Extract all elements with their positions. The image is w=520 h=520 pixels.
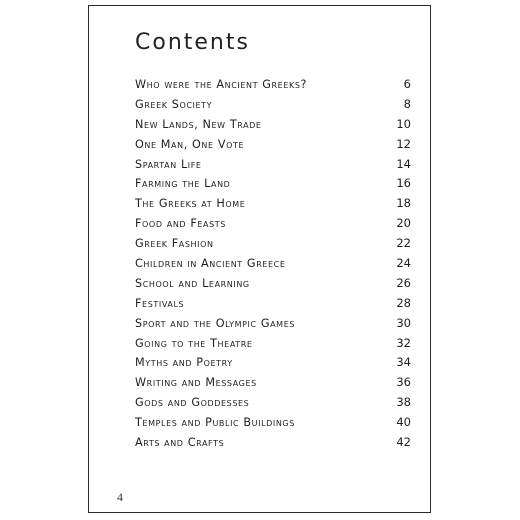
page-title: Contents [135, 30, 250, 55]
toc-entry[interactable] [135, 115, 411, 135]
toc-entry-page-number: 30 [396, 315, 411, 330]
toc-entry[interactable] [135, 95, 411, 115]
toc-entry-title: Temples and Public Buildings [135, 416, 295, 430]
toc-entry-title: Food and Feasts [135, 217, 226, 231]
toc-entry-title: New Lands, New Trade [135, 117, 262, 131]
toc-entry-page-number: 22 [396, 236, 411, 251]
toc-entry-page-number: 16 [396, 176, 411, 191]
toc-entry[interactable] [135, 234, 411, 254]
toc-entry[interactable] [135, 75, 411, 95]
toc-entry-title: Greek Fashion [135, 237, 214, 251]
toc-entry[interactable] [135, 294, 411, 314]
toc-entry-page-number: 14 [396, 156, 411, 171]
toc-entry-page-number: 10 [396, 116, 411, 131]
toc-entry-page-number: 40 [396, 415, 411, 430]
toc-entry-title: School and Learning [135, 276, 250, 290]
toc-entry-page-number: 20 [396, 216, 411, 231]
toc-entry-title: Myths and Poetry [135, 356, 233, 370]
toc-entry-title: The Greeks at Home [135, 197, 246, 211]
toc-entry[interactable] [135, 135, 411, 155]
toc-entry[interactable] [135, 254, 411, 274]
toc-entry-page-number: 28 [396, 295, 411, 310]
toc-entry-title: Spartan Life [135, 157, 202, 171]
toc-entry[interactable] [135, 373, 411, 393]
toc-entry-page-number: 26 [396, 275, 411, 290]
toc-entry-title: Farming the Land [135, 177, 231, 191]
toc-entry-title: One Man, One Vote [135, 137, 245, 151]
toc-entry[interactable] [135, 433, 411, 453]
toc-entry-page-number: 42 [396, 435, 411, 450]
toc-entry[interactable] [135, 334, 411, 354]
table-of-contents [135, 75, 411, 453]
toc-entry-title: Going to the Theatre [135, 336, 253, 350]
toc-entry[interactable] [135, 314, 411, 334]
toc-entry-page-number: 32 [396, 335, 411, 350]
toc-entry[interactable] [135, 353, 411, 373]
toc-entry-title: Children in Ancient Greece [135, 257, 286, 271]
toc-entry-page-number: 24 [396, 256, 411, 271]
toc-entry[interactable] [135, 274, 411, 294]
toc-entry-page-number: 18 [396, 196, 411, 211]
toc-entry[interactable] [135, 413, 411, 433]
toc-entry[interactable] [135, 155, 411, 175]
toc-entry-title: Writing and Messages [135, 376, 257, 390]
toc-entry-page-number: 12 [396, 136, 411, 151]
book-page [88, 5, 431, 513]
toc-entry-page-number: 38 [396, 395, 411, 410]
toc-entry-page-number: 6 [403, 77, 411, 91]
toc-entry-title: Sport and the Olympic Games [135, 316, 296, 330]
toc-entry-page-number: 8 [403, 96, 411, 111]
toc-entry[interactable] [135, 174, 411, 194]
toc-entry-title: Gods and Goddesses [135, 396, 250, 410]
page-number: 4 [117, 490, 123, 504]
toc-entry-title: Arts and Crafts [135, 436, 225, 450]
toc-entry-title: Who were the Ancient Greeks? [135, 78, 308, 91]
toc-entry[interactable] [135, 194, 411, 214]
toc-entry-page-number: 34 [396, 355, 411, 370]
toc-entry[interactable] [135, 214, 411, 234]
toc-entry-title: Greek Society [135, 97, 213, 111]
toc-entry-title: Festivals [135, 296, 185, 310]
toc-entry[interactable] [135, 393, 411, 413]
toc-entry-page-number: 36 [396, 375, 411, 390]
